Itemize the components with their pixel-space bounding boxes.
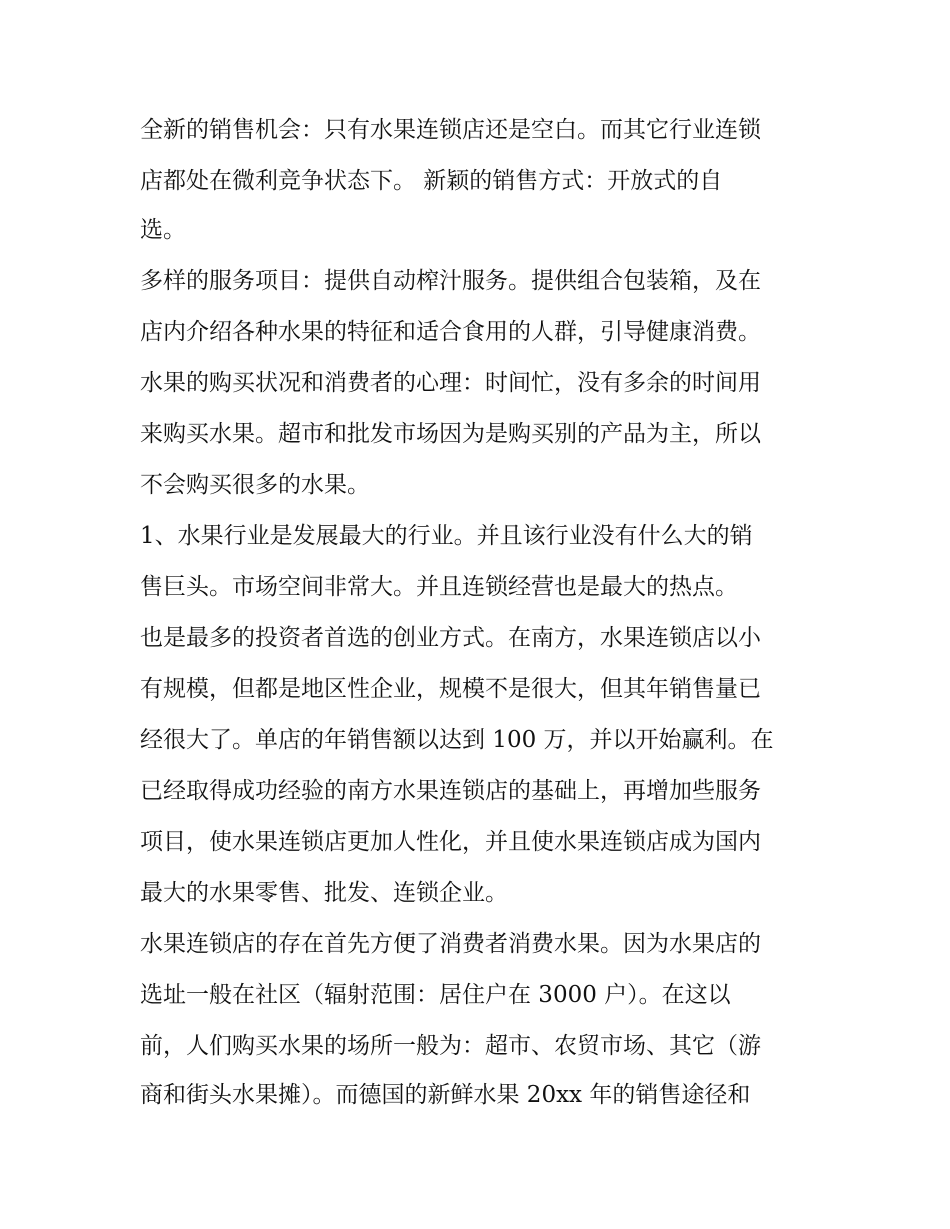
text-line-8: 不会购买很多的水果。 [140, 472, 370, 498]
text-line-3: 选。 [140, 217, 186, 243]
text-line-6: 水果的购买状况和消费者的心理：时间忙，没有多余的时间用 [140, 370, 761, 396]
text-line-20: 商和街头水果摊）。而德国的新鲜水果 20xx 年的销售途径和 [140, 1082, 751, 1108]
text-line-2: 店都处在微利竞争状态下。 新颖的销售方式：开放式的自 [140, 168, 723, 194]
text-line-15: 项目，使水果连锁店更加人性化，并且使水果连锁店成为国内 [140, 829, 761, 855]
text-line-12: 有规模，但都是地区性企业，规模不是很大，但其年销售量已 [140, 676, 761, 702]
text-line-4: 多样的服务项目：提供自动榨汁服务。提供组合包装箱，及在 [140, 268, 761, 294]
text-line-1: 全新的销售机会：只有水果连锁店还是空白。而其它行业连锁 [140, 117, 761, 143]
text-line-7: 来购买水果。超市和批发市场因为是购买别的产品为主，所以 [140, 421, 761, 447]
text-line-10: 售巨头。市场空间非常大。并且连锁经营也是最大的热点。 [140, 574, 738, 600]
text-line-14: 已经取得成功经验的南方水果连锁店的基础上，再增加些服务 [140, 778, 761, 804]
text-line-9: 1、水果行业是发展最大的行业。并且该行业没有什么大的销 [140, 523, 753, 549]
text-line-19: 前，人们购买水果的场所一般为：超市、农贸市场、其它（游 [140, 1033, 761, 1059]
text-line-18: 选址一般在社区（辐射范围：居住户在 3000 户）。在这以 [140, 982, 731, 1008]
text-line-17: 水果连锁店的存在首先方便了消费者消费水果。因为水果店的 [140, 931, 761, 957]
text-line-11: 也是最多的投资者首选的创业方式。在南方，水果连锁店以小 [140, 625, 761, 651]
text-line-5: 店内介绍各种水果的特征和适合食用的人群，引导健康消费。 [140, 319, 761, 345]
text-line-13: 经很大了。单店的年销售额以达到 100 万，并以开始赢利。在 [140, 727, 774, 753]
text-line-16: 最大的水果零售、批发、连锁企业。 [140, 880, 508, 906]
